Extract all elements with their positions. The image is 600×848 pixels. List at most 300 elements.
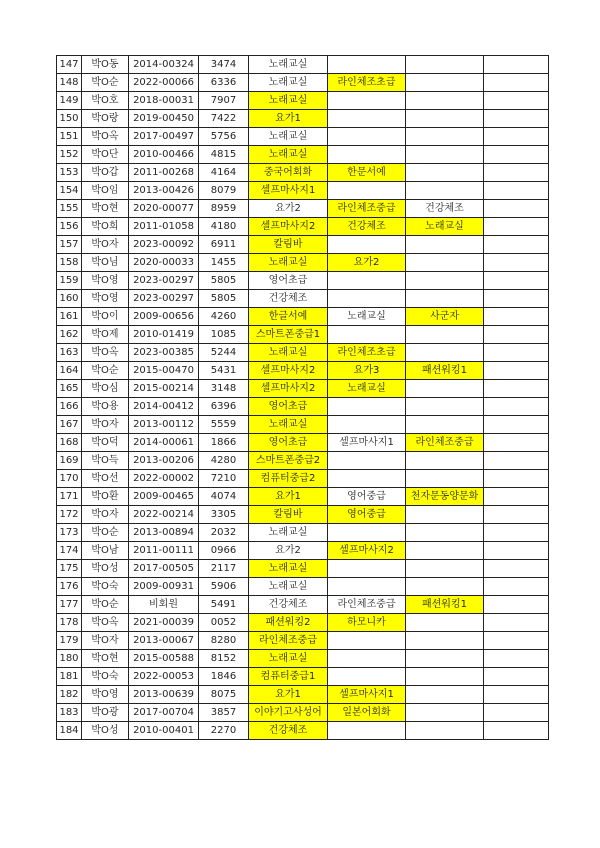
blank-cell [484,704,549,722]
row-number: 169 [57,452,82,470]
member-code: 6396 [199,398,249,416]
class-3-cell [406,92,484,110]
blank-cell [484,470,549,488]
table-row [57,416,549,434]
class-1-cell: 노래교실 [249,650,328,668]
member-id: 2011-01058 [129,218,199,236]
table-row [57,452,549,470]
member-id: 2010-00466 [129,146,199,164]
member-code: 4260 [199,308,249,326]
class-1-cell: 노래교실 [249,56,328,74]
table-row [57,290,549,308]
member-code: 5906 [199,578,249,596]
member-id: 2017-00497 [129,128,199,146]
class-1-cell: 노래교실 [249,128,328,146]
blank-cell [484,524,549,542]
blank-cell [484,434,549,452]
blank-cell [484,128,549,146]
blank-cell [484,596,549,614]
blank-cell [484,506,549,524]
blank-cell [484,398,549,416]
table-row [57,560,549,578]
blank-cell [484,542,549,560]
class-3-cell [406,110,484,128]
blank-cell [484,200,549,218]
blank-cell [484,74,549,92]
class-3-cell [406,182,484,200]
member-name: 박O현 [82,200,129,218]
class-2-cell: 노래교실 [328,308,406,326]
member-name: 박O옥 [82,128,129,146]
class-1-cell: 노래교실 [249,74,328,92]
member-name: 박O갑 [82,164,129,182]
table-row [57,380,549,398]
table-row [57,434,549,452]
class-1-cell: 컴퓨터중급2 [249,470,328,488]
member-name: 박O득 [82,452,129,470]
class-3-cell [406,650,484,668]
member-code: 8079 [199,182,249,200]
class-2-cell: 한문서예 [328,164,406,182]
class-1-cell: 셀프마사지2 [249,380,328,398]
class-3-cell [406,452,484,470]
class-2-cell [328,416,406,434]
class-2-cell [328,56,406,74]
member-code: 5805 [199,272,249,290]
member-code: 5805 [199,290,249,308]
class-1-cell: 이야기고사성어 [249,704,328,722]
class-3-cell [406,128,484,146]
class-1-cell: 영어초급 [249,272,328,290]
class-3-cell [406,542,484,560]
table-row [57,56,549,74]
member-id: 2011-00111 [129,542,199,560]
member-name: 박O선 [82,470,129,488]
member-name: 박O현 [82,650,129,668]
class-1-cell: 노래교실 [249,92,328,110]
class-2-cell [328,560,406,578]
row-number: 170 [57,470,82,488]
member-code: 5491 [199,596,249,614]
row-number: 164 [57,362,82,380]
class-2-cell: 건강체조 [328,218,406,236]
blank-cell [484,722,549,740]
member-name: 박O영 [82,290,129,308]
class-3-cell: 패션워킹1 [406,596,484,614]
row-number: 166 [57,398,82,416]
member-name: 박O동 [82,56,129,74]
member-name: 박O덕 [82,434,129,452]
member-code: 7210 [199,470,249,488]
member-code: 7422 [199,110,249,128]
class-1-cell: 스마트폰중급1 [249,326,328,344]
class-3-cell [406,398,484,416]
class-1-cell: 패션워킹2 [249,614,328,632]
row-number: 172 [57,506,82,524]
class-2-cell: 셀프마사지1 [328,686,406,704]
member-name: 박O환 [82,488,129,506]
member-id: 2015-00470 [129,362,199,380]
row-number: 152 [57,146,82,164]
table-row [57,164,549,182]
blank-cell [484,668,549,686]
member-code: 2270 [199,722,249,740]
class-1-cell: 요가2 [249,200,328,218]
member-code: 2032 [199,524,249,542]
table-row [57,308,549,326]
member-id: 2010-00401 [129,722,199,740]
member-code: 3857 [199,704,249,722]
member-id: 2021-00039 [129,614,199,632]
class-2-cell: 라인체조중급 [328,596,406,614]
member-id: 2009-00931 [129,578,199,596]
class-3-cell [406,614,484,632]
table-row [57,506,549,524]
table-row [57,362,549,380]
table-row [57,146,549,164]
member-name: 박O순 [82,74,129,92]
blank-cell [484,92,549,110]
member-id: 2013-00894 [129,524,199,542]
class-2-cell [328,452,406,470]
class-1-cell: 노래교실 [249,416,328,434]
member-id: 2011-00268 [129,164,199,182]
class-2-cell: 셀프마사지1 [328,434,406,452]
member-id: 2014-00061 [129,434,199,452]
class-2-cell [328,668,406,686]
table-row [57,488,549,506]
class-2-cell: 일본어회화 [328,704,406,722]
table-row [57,92,549,110]
table-row [57,218,549,236]
table-row [57,704,549,722]
class-1-cell: 중국어회화 [249,164,328,182]
member-code: 0052 [199,614,249,632]
member-name: 박O영 [82,686,129,704]
class-2-cell: 셀프마사지2 [328,542,406,560]
class-3-cell [406,722,484,740]
class-2-cell: 라인체조초급 [328,74,406,92]
class-2-cell: 노래교실 [328,380,406,398]
table-row [57,110,549,128]
member-name: 박O심 [82,380,129,398]
blank-cell [484,164,549,182]
blank-cell [484,578,549,596]
member-id: 2009-00656 [129,308,199,326]
member-code: 8959 [199,200,249,218]
member-id: 2023-00297 [129,272,199,290]
class-roster-table [56,55,549,740]
class-3-cell [406,380,484,398]
class-2-cell: 라인체조초급 [328,344,406,362]
member-id: 2013-00639 [129,686,199,704]
class-3-cell [406,686,484,704]
class-1-cell: 요가1 [249,686,328,704]
row-number: 180 [57,650,82,668]
table-row [57,344,549,362]
row-number: 159 [57,272,82,290]
member-name: 박O순 [82,362,129,380]
member-name: 박O광 [82,704,129,722]
row-number: 175 [57,560,82,578]
blank-cell [484,416,549,434]
class-1-cell: 노래교실 [249,560,328,578]
row-number: 162 [57,326,82,344]
table-row [57,236,549,254]
class-3-cell [406,578,484,596]
blank-cell [484,344,549,362]
class-2-cell [328,470,406,488]
member-code: 6336 [199,74,249,92]
class-2-cell [328,398,406,416]
class-3-cell [406,632,484,650]
member-name: 박O숙 [82,668,129,686]
class-2-cell [328,128,406,146]
row-number: 154 [57,182,82,200]
class-2-cell [328,524,406,542]
class-1-cell: 노래교실 [249,344,328,362]
class-3-cell [406,560,484,578]
member-code: 1085 [199,326,249,344]
member-id: 2017-00704 [129,704,199,722]
member-id: 2014-00412 [129,398,199,416]
class-3-cell [406,416,484,434]
row-number: 150 [57,110,82,128]
member-id: 2022-00066 [129,74,199,92]
row-number: 155 [57,200,82,218]
blank-cell [484,182,549,200]
class-1-cell: 노래교실 [249,578,328,596]
blank-cell [484,488,549,506]
class-3-cell: 건강체조 [406,200,484,218]
blank-cell [484,632,549,650]
member-id: 2020-00033 [129,254,199,272]
member-name: 박O용 [82,398,129,416]
row-number: 153 [57,164,82,182]
member-code: 5244 [199,344,249,362]
blank-cell [484,290,549,308]
member-code: 4280 [199,452,249,470]
member-name: 박O성 [82,560,129,578]
row-number: 157 [57,236,82,254]
blank-cell [484,452,549,470]
member-code: 4180 [199,218,249,236]
blank-cell [484,686,549,704]
blank-cell [484,236,549,254]
table-row [57,200,549,218]
table-row [57,614,549,632]
class-3-cell [406,254,484,272]
class-1-cell: 건강체조 [249,722,328,740]
table-row [57,74,549,92]
table-row [57,398,549,416]
table-row [57,470,549,488]
class-1-cell: 노래교실 [249,146,328,164]
table-row [57,182,549,200]
class-3-cell [406,272,484,290]
member-code: 7907 [199,92,249,110]
row-number: 156 [57,218,82,236]
class-3-cell [406,668,484,686]
class-1-cell: 칼림바 [249,236,328,254]
class-2-cell [328,578,406,596]
class-2-cell [328,272,406,290]
table-row [57,524,549,542]
member-id: 2013-00206 [129,452,199,470]
class-1-cell: 영어초급 [249,434,328,452]
member-name: 박O단 [82,146,129,164]
blank-cell [484,380,549,398]
class-2-cell [328,110,406,128]
class-1-cell: 건강체조 [249,596,328,614]
class-1-cell: 셀프마사지2 [249,218,328,236]
class-3-cell [406,74,484,92]
row-number: 182 [57,686,82,704]
class-2-cell [328,236,406,254]
class-3-cell [406,164,484,182]
row-number: 177 [57,596,82,614]
member-id: 2023-00385 [129,344,199,362]
member-id: 2010-01419 [129,326,199,344]
table-row [57,326,549,344]
class-2-cell: 영어중급 [328,488,406,506]
member-id: 2023-00092 [129,236,199,254]
member-name: 박O님 [82,254,129,272]
member-name: 박O호 [82,92,129,110]
row-number: 181 [57,668,82,686]
class-2-cell: 요가2 [328,254,406,272]
member-code: 8280 [199,632,249,650]
member-id: 2017-00505 [129,560,199,578]
class-1-cell: 스마트폰중급2 [249,452,328,470]
row-number: 160 [57,290,82,308]
table-row [57,650,549,668]
class-1-cell: 요가2 [249,542,328,560]
member-id: 2015-00214 [129,380,199,398]
class-3-cell: 패션워킹1 [406,362,484,380]
class-1-cell: 라인체조중급 [249,632,328,650]
member-name: 박O남 [82,542,129,560]
table-row [57,632,549,650]
member-name: 박O자 [82,632,129,650]
row-number: 163 [57,344,82,362]
class-3-cell [406,524,484,542]
row-number: 161 [57,308,82,326]
class-3-cell: 사군자 [406,308,484,326]
blank-cell [484,326,549,344]
row-number: 174 [57,542,82,560]
class-2-cell [328,146,406,164]
member-name: 박O제 [82,326,129,344]
class-1-cell: 컴퓨터중급1 [249,668,328,686]
class-3-cell [406,236,484,254]
member-name: 박O옥 [82,614,129,632]
member-id: 2013-00067 [129,632,199,650]
member-code: 0966 [199,542,249,560]
class-2-cell [328,92,406,110]
member-code: 5559 [199,416,249,434]
class-1-cell: 건강체조 [249,290,328,308]
class-2-cell [328,722,406,740]
class-1-cell: 노래교실 [249,524,328,542]
table-row [57,254,549,272]
class-2-cell [328,632,406,650]
member-id: 2009-00465 [129,488,199,506]
table-row [57,272,549,290]
member-id: 2018-00031 [129,92,199,110]
table-row [57,668,549,686]
row-number: 178 [57,614,82,632]
class-3-cell [406,326,484,344]
class-3-cell: 라인체조중급 [406,434,484,452]
member-name: 박O영 [82,272,129,290]
class-1-cell: 셀프마사지2 [249,362,328,380]
blank-cell [484,308,549,326]
blank-cell [484,146,549,164]
class-3-cell [406,290,484,308]
table-row [57,686,549,704]
class-1-cell: 셀프마사지1 [249,182,328,200]
member-code: 3305 [199,506,249,524]
member-name: 박O자 [82,236,129,254]
class-2-cell [328,182,406,200]
blank-cell [484,560,549,578]
member-code: 8075 [199,686,249,704]
member-id: 2020-00077 [129,200,199,218]
row-number: 168 [57,434,82,452]
class-1-cell: 칼림바 [249,506,328,524]
table-row [57,128,549,146]
class-2-cell: 하모니카 [328,614,406,632]
member-name: 박O자 [82,506,129,524]
member-code: 4815 [199,146,249,164]
class-2-cell [328,326,406,344]
row-number: 176 [57,578,82,596]
blank-cell [484,218,549,236]
member-name: 박O희 [82,218,129,236]
row-number: 149 [57,92,82,110]
member-id: 2023-00297 [129,290,199,308]
blank-cell [484,650,549,668]
member-id: 2015-00588 [129,650,199,668]
member-code: 1455 [199,254,249,272]
row-number: 171 [57,488,82,506]
member-code: 1846 [199,668,249,686]
member-name: 박O자 [82,416,129,434]
class-2-cell: 영어중급 [328,506,406,524]
class-1-cell: 요가1 [249,110,328,128]
member-code: 4164 [199,164,249,182]
member-name: 박O이 [82,308,129,326]
class-3-cell [406,344,484,362]
class-3-cell [406,146,484,164]
class-3-cell: 노래교실 [406,218,484,236]
member-id: 2013-00112 [129,416,199,434]
class-2-cell: 요가3 [328,362,406,380]
row-number: 147 [57,56,82,74]
class-2-cell [328,290,406,308]
class-3-cell [406,704,484,722]
member-id: 2014-00324 [129,56,199,74]
member-name: 박O임 [82,182,129,200]
member-code: 6911 [199,236,249,254]
class-1-cell: 요가1 [249,488,328,506]
member-name: 박O랑 [82,110,129,128]
class-3-cell [406,470,484,488]
member-name: 박O숙 [82,578,129,596]
row-number: 183 [57,704,82,722]
member-id: 2019-00450 [129,110,199,128]
